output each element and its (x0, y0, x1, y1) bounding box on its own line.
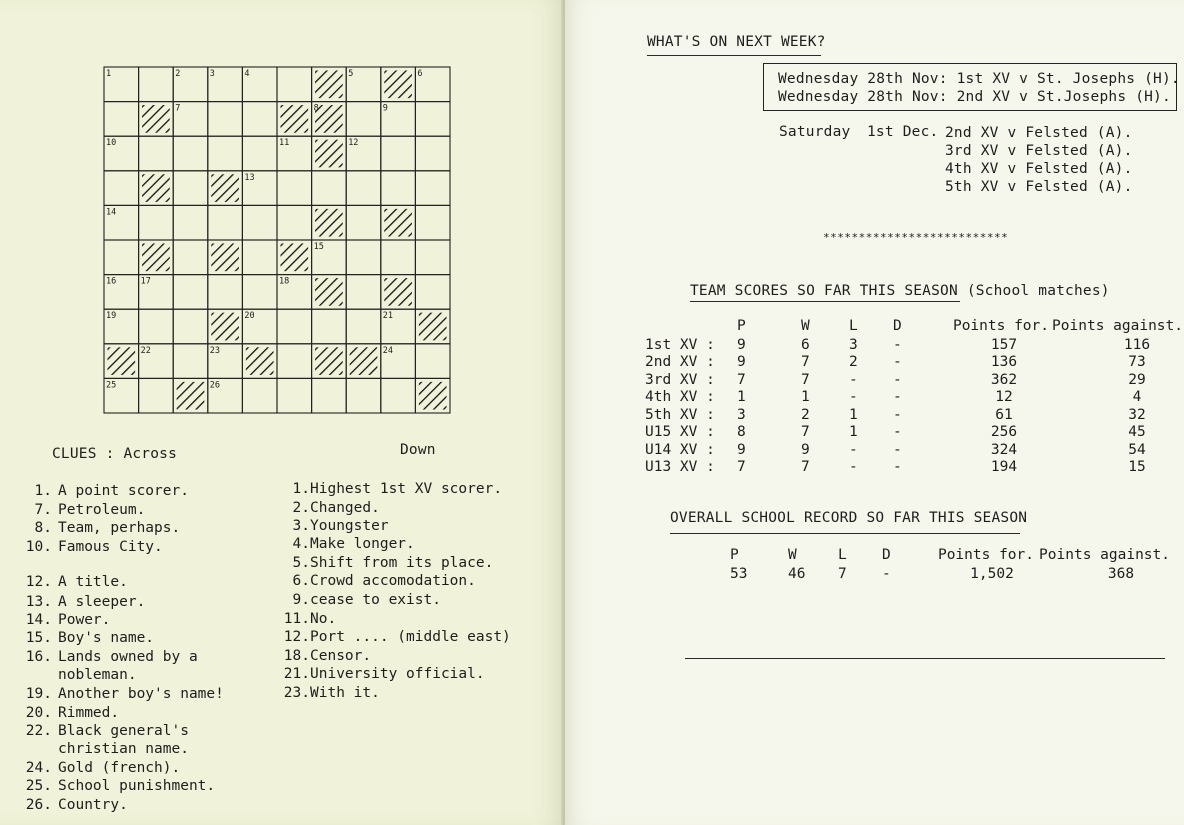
down-clue-text: Censor. (310, 648, 372, 664)
shaded-hatching (315, 70, 343, 98)
down-clue-text: Crowd accomodation. (310, 573, 476, 589)
value-d: - (893, 424, 902, 441)
value-l: - (849, 441, 858, 458)
across-clue-number: 10. (25, 539, 52, 555)
across-clue-text: A sleeper. (58, 594, 146, 610)
across-clue-text: Team, perhaps. (58, 520, 181, 536)
down-clue-text: Shift from its place. (310, 555, 494, 571)
value-d: - (893, 336, 902, 353)
across-clue-number: 8. (34, 520, 52, 536)
overall-heading: OVERALL SCHOOL RECORD SO FAR THIS SEASON (670, 510, 1028, 526)
crossword-cell (415, 102, 450, 137)
crossword-cell (346, 275, 381, 310)
value-d: - (893, 389, 902, 406)
col-points-for: Points for. (952, 318, 1049, 334)
team-row (645, 406, 1183, 424)
crossword-cell (208, 205, 243, 240)
value-p: 1 (737, 389, 746, 406)
overall-row (730, 565, 1170, 583)
fixture-line: Wednesday 28th Nov: 2nd XV v St.Josephs (H). (778, 89, 1171, 105)
shaded-hatching (177, 382, 205, 410)
team-name: 1st XV : (645, 336, 715, 353)
across-clue-text: Rimmed. (58, 705, 120, 721)
crossword-cell (242, 275, 277, 310)
shaded-hatching (384, 278, 412, 306)
clue-number: 23 (209, 345, 221, 356)
across-clue-text: Country. (58, 797, 128, 813)
fixture-line: 5th XV v Felsted (A). (945, 179, 1133, 195)
value-p: 9 (737, 336, 746, 353)
crossword-cell (346, 378, 381, 413)
down-clue (270, 555, 493, 571)
down-clue (270, 685, 380, 701)
clue-number: 25 (106, 380, 117, 391)
value-d: - (893, 441, 902, 458)
crossword-cell (346, 102, 381, 137)
team-row (645, 459, 1183, 477)
team-row (645, 389, 1183, 407)
down-clue-text: Make longer. (310, 536, 415, 552)
clue-number: 15 (313, 242, 324, 252)
clue-number: 7 (175, 103, 181, 114)
overall-underline (670, 533, 1020, 534)
down-clue (270, 500, 380, 516)
shaded-hatching (142, 105, 170, 133)
midweek-fixtures-box (763, 63, 1180, 111)
fixture-line: Wednesday 28th Nov: 1st XV v St. Josephs (H). (778, 71, 1180, 87)
team-name: 2nd XV : (645, 354, 715, 371)
value-l: - (849, 389, 858, 406)
crossword-grid (103, 66, 449, 412)
across-clue-number: 24. (25, 760, 52, 776)
crossword-cell (208, 136, 243, 171)
shaded-hatching (280, 105, 308, 133)
team-row (645, 371, 1183, 389)
crossword-cell (277, 309, 312, 344)
across-clue-text: A title. (58, 574, 128, 590)
down-clue-number: 11. (283, 611, 310, 627)
across-clue-number: 12. (25, 574, 52, 590)
down-clue (270, 573, 476, 589)
crossword-cell (208, 275, 243, 310)
clue-number: 3 (209, 69, 215, 79)
crossword-cell (242, 102, 277, 137)
col-l: L (838, 547, 847, 563)
crossword-cell (277, 378, 312, 413)
clue-number: 5 (348, 69, 354, 79)
across-clue-number: 16. (25, 649, 52, 665)
across-clue (20, 574, 128, 590)
down-clue-text: With it. (310, 685, 380, 701)
crossword-cell (312, 378, 347, 413)
value-p: 8 (737, 424, 746, 441)
value-points-for: 157 (990, 336, 1018, 353)
crossword-cell (415, 240, 450, 275)
clue-number: 17 (140, 276, 151, 287)
shaded-hatching (107, 347, 135, 375)
across-clue-text: nobleman. (58, 667, 137, 683)
clue-number: 11 (279, 138, 290, 149)
across-clue-number: 13. (25, 594, 52, 610)
clue-number: 24 (382, 345, 394, 356)
clues-across-heading: CLUES : Across (52, 446, 178, 462)
value-points-against: 368 (1107, 565, 1135, 582)
clue-number: 16 (106, 276, 117, 287)
col-l: L (849, 318, 858, 334)
shaded-hatching (315, 209, 343, 237)
value-w: 7 (801, 459, 810, 476)
crossword-cell (346, 309, 381, 344)
clue-number: 8 (313, 103, 319, 114)
down-clue-number: 3. (292, 518, 310, 534)
team-row (645, 336, 1183, 354)
value-l: 2 (849, 354, 858, 371)
across-clue (20, 760, 180, 776)
across-clue-number: 20. (25, 705, 52, 721)
clue-number: 22 (140, 345, 151, 356)
value-points-for: 1,502 (970, 565, 1014, 582)
overall-record-table (730, 545, 1170, 583)
shaded-hatching (211, 243, 239, 271)
crossword-cell (139, 136, 174, 171)
across-clue-number: 7. (34, 502, 52, 518)
crossword-cell (139, 67, 174, 102)
value-p: 53 (730, 565, 748, 582)
crossword-cell (415, 171, 450, 206)
across-clue-text: Lands owned by a (58, 649, 198, 665)
down-clue-number: 9. (292, 592, 310, 608)
clue-number: 2 (175, 69, 181, 79)
team-name: U15 XV : (645, 424, 715, 441)
col-d: D (882, 547, 891, 563)
crossword-cell (242, 240, 277, 275)
down-clue-number: 21. (283, 666, 310, 682)
down-clue (270, 611, 336, 627)
value-points-for: 136 (990, 354, 1018, 371)
team-name: 5th XV : (645, 406, 715, 423)
crossword-cell (242, 136, 277, 171)
down-clue-text: cease to exist. (310, 592, 441, 608)
across-clue-number: 22. (25, 723, 52, 739)
across-clue-number: 19. (25, 686, 52, 702)
crossword-cell (381, 378, 416, 413)
value-points-against: 45 (1128, 424, 1146, 441)
whats-on-underline (647, 55, 821, 56)
down-clue-number: 18. (283, 648, 310, 664)
crossword-cell (277, 205, 312, 240)
across-clue-text: Black general's (58, 723, 189, 739)
across-clue (20, 502, 145, 518)
value-points-against: 116 (1123, 336, 1151, 353)
shaded-hatching (350, 347, 378, 375)
left-page (0, 0, 565, 825)
across-clue-text: Power. (58, 612, 111, 628)
fixture-line: 3rd XV v Felsted (A). (945, 143, 1133, 159)
down-clue (270, 481, 502, 497)
down-clue-number: 12. (283, 629, 310, 645)
crossword-cell (381, 240, 416, 275)
value-points-for: 12 (995, 389, 1013, 406)
across-clue (20, 483, 189, 499)
down-clue-text: University official. (310, 666, 485, 682)
shaded-hatching (211, 174, 239, 202)
col-d: D (893, 318, 902, 334)
down-clue-text: Changed. (310, 500, 380, 516)
across-clue (20, 667, 137, 683)
value-w: 9 (801, 441, 810, 458)
crossword-cell (104, 102, 139, 137)
value-points-for: 61 (995, 406, 1013, 423)
down-clue (270, 666, 485, 682)
across-clue (20, 630, 154, 646)
down-clue (270, 536, 415, 552)
crossword-cell (173, 309, 208, 344)
crossword-cell (139, 205, 174, 240)
value-points-for: 256 (990, 424, 1018, 441)
shaded-hatching (315, 105, 343, 133)
across-clue-text: Another boy's name! (58, 686, 224, 702)
crossword-cell (104, 171, 139, 206)
clue-number: 12 (348, 138, 359, 149)
value-w: 6 (801, 336, 810, 353)
team-scores-heading: TEAM SCORES SO FAR THIS SEASON (School matches) (690, 283, 1110, 299)
down-clue-number: 2. (292, 500, 310, 516)
down-clue-number: 4. (292, 536, 310, 552)
crossword-cell (173, 240, 208, 275)
crossword-cell (346, 205, 381, 240)
across-clue-number: 15. (25, 630, 52, 646)
crossword-cell (104, 240, 139, 275)
crossword-cell (346, 240, 381, 275)
value-w: 7 (801, 424, 810, 441)
clue-number: 26 (209, 380, 221, 391)
value-l: - (849, 371, 858, 388)
down-clue-number: 1. (292, 481, 310, 497)
bottom-rule (685, 658, 1165, 659)
down-clue (270, 518, 389, 534)
crossword-cell (415, 205, 450, 240)
team-scores-underline (690, 301, 960, 302)
crossword-cell (381, 136, 416, 171)
value-p: 9 (737, 441, 746, 458)
shaded-hatching (142, 174, 170, 202)
across-clue-number: 14. (25, 612, 52, 628)
clue-number: 14 (106, 207, 117, 218)
col-w: W (788, 547, 797, 563)
team-name: U14 XV : (645, 441, 715, 458)
down-clue (270, 629, 511, 645)
team-name: U13 XV : (645, 459, 715, 476)
across-clue-text: Gold (french). (58, 760, 181, 776)
across-clue-text: Petroleum. (58, 502, 146, 518)
clue-number: 9 (382, 103, 388, 114)
crossword-cell (277, 67, 312, 102)
value-l: 1 (849, 424, 858, 441)
value-d: - (882, 565, 891, 582)
clue-number: 21 (382, 311, 394, 322)
crossword-cell (173, 344, 208, 379)
across-clue-text: School punishment. (58, 778, 216, 794)
value-points-against: 4 (1132, 389, 1142, 406)
down-clue-number: 6. (292, 573, 310, 589)
col-p: P (730, 547, 739, 563)
value-points-against: 32 (1128, 406, 1146, 423)
crossword-cell (415, 275, 450, 310)
down-clue-text: Highest 1st XV scorer. (310, 481, 503, 497)
across-clue (20, 686, 224, 702)
across-clue (20, 741, 189, 757)
shaded-hatching (280, 243, 308, 271)
value-points-for: 362 (990, 371, 1018, 388)
across-clue-text: Famous City. (58, 539, 163, 555)
value-d: - (893, 406, 902, 423)
value-points-against: 15 (1128, 459, 1146, 476)
shaded-hatching (246, 347, 274, 375)
value-w: 2 (801, 406, 810, 423)
clue-number: 1 (106, 69, 112, 79)
across-clue (20, 797, 128, 813)
clue-number: 20 (244, 311, 255, 322)
across-clue (20, 723, 189, 739)
value-p: 9 (737, 354, 746, 371)
down-clue-text: Port .... (middle east) (310, 629, 511, 645)
down-clue (270, 592, 441, 608)
team-scores-table (645, 316, 1183, 476)
value-points-against: 54 (1128, 441, 1146, 458)
crossword-cell (346, 171, 381, 206)
crossword-cell (415, 344, 450, 379)
team-name: 4th XV : (645, 389, 715, 406)
value-points-against: 73 (1128, 354, 1146, 371)
col-points-against: Points against. (1052, 318, 1183, 334)
crossword-cell (139, 309, 174, 344)
saturday-date: 1st Dec. (867, 124, 939, 140)
across-clue (20, 520, 180, 536)
value-points-for: 324 (990, 441, 1018, 458)
clue-number: 6 (417, 69, 423, 79)
across-clue (20, 649, 198, 665)
value-p: 7 (737, 459, 746, 476)
value-l: - (849, 459, 858, 476)
crossword-cell (173, 136, 208, 171)
crossword-cell (173, 205, 208, 240)
value-w: 7 (801, 371, 810, 388)
across-clue (20, 778, 215, 794)
down-clue-text: Youngster (310, 518, 389, 534)
crossword-cell (312, 309, 347, 344)
across-clue (20, 705, 119, 721)
value-w: 7 (801, 354, 810, 371)
crossword-cell (139, 378, 174, 413)
shaded-hatching (211, 313, 239, 341)
value-l: 1 (849, 406, 858, 423)
value-l: 7 (838, 565, 847, 582)
value-d: - (893, 354, 902, 371)
crossword-cell (312, 171, 347, 206)
value-p: 7 (737, 371, 746, 388)
shaded-hatching (384, 209, 412, 237)
across-clue (20, 612, 110, 628)
value-l: 3 (849, 336, 858, 353)
shaded-hatching (384, 70, 412, 98)
down-clue-number: 5. (292, 555, 310, 571)
shaded-hatching (315, 347, 343, 375)
clue-number: 10 (106, 138, 117, 149)
crossword-cell (415, 136, 450, 171)
value-d: - (893, 459, 902, 476)
shaded-hatching (315, 140, 343, 168)
down-clue-text: No. (310, 611, 337, 627)
across-clue-number: 1. (34, 483, 52, 499)
value-w: 46 (788, 565, 806, 582)
shaded-hatching (142, 243, 170, 271)
value-points-against: 29 (1128, 371, 1146, 388)
team-name: 3rd XV : (645, 371, 715, 388)
crossword-svg (103, 66, 451, 414)
col-w: W (801, 318, 810, 334)
across-clue-number: 26. (25, 797, 52, 813)
team-row (645, 354, 1183, 372)
shaded-hatching (315, 278, 343, 306)
down-clue (270, 648, 371, 664)
down-clue-number: 23. (283, 685, 310, 701)
clue-number: 4 (244, 69, 250, 79)
across-clue-number: 25. (25, 778, 52, 794)
col-p: P (737, 318, 746, 334)
team-row (645, 424, 1183, 442)
clue-number: 18 (279, 276, 290, 287)
star-divider: ************************** (823, 231, 1009, 244)
crossword-cell (242, 205, 277, 240)
crossword-cell (173, 171, 208, 206)
crossword-cell (242, 378, 277, 413)
clue-number: 19 (106, 311, 117, 322)
clue-number: 13 (244, 172, 255, 183)
value-w: 1 (801, 389, 810, 406)
col-points-for: Points for. (937, 547, 1034, 563)
crossword-cell (208, 102, 243, 137)
col-points-against: Points against. (1039, 547, 1170, 563)
fixture-line: 4th XV v Felsted (A). (945, 161, 1133, 177)
fixture-line: 2nd XV v Felsted (A). (945, 125, 1133, 141)
across-clue-text: christian name. (58, 741, 189, 757)
whats-on-heading: WHAT'S ON NEXT WEEK? (647, 34, 826, 50)
across-clue-text: A point scorer. (58, 483, 189, 499)
value-points-for: 194 (990, 459, 1018, 476)
shaded-hatching (419, 313, 447, 341)
crossword-cell (277, 344, 312, 379)
across-clue (20, 539, 163, 555)
value-p: 3 (737, 406, 746, 423)
crossword-cell (277, 171, 312, 206)
across-clue-text: Boy's name. (58, 630, 155, 646)
value-d: - (893, 371, 902, 388)
clues-down-heading: Down (400, 442, 436, 458)
saturday-label: Saturday (779, 124, 851, 140)
crossword-cell (381, 171, 416, 206)
across-clue (20, 594, 145, 610)
crossword-cell (173, 275, 208, 310)
shaded-hatching (419, 382, 447, 410)
right-page (565, 0, 1184, 825)
team-row (645, 441, 1183, 459)
